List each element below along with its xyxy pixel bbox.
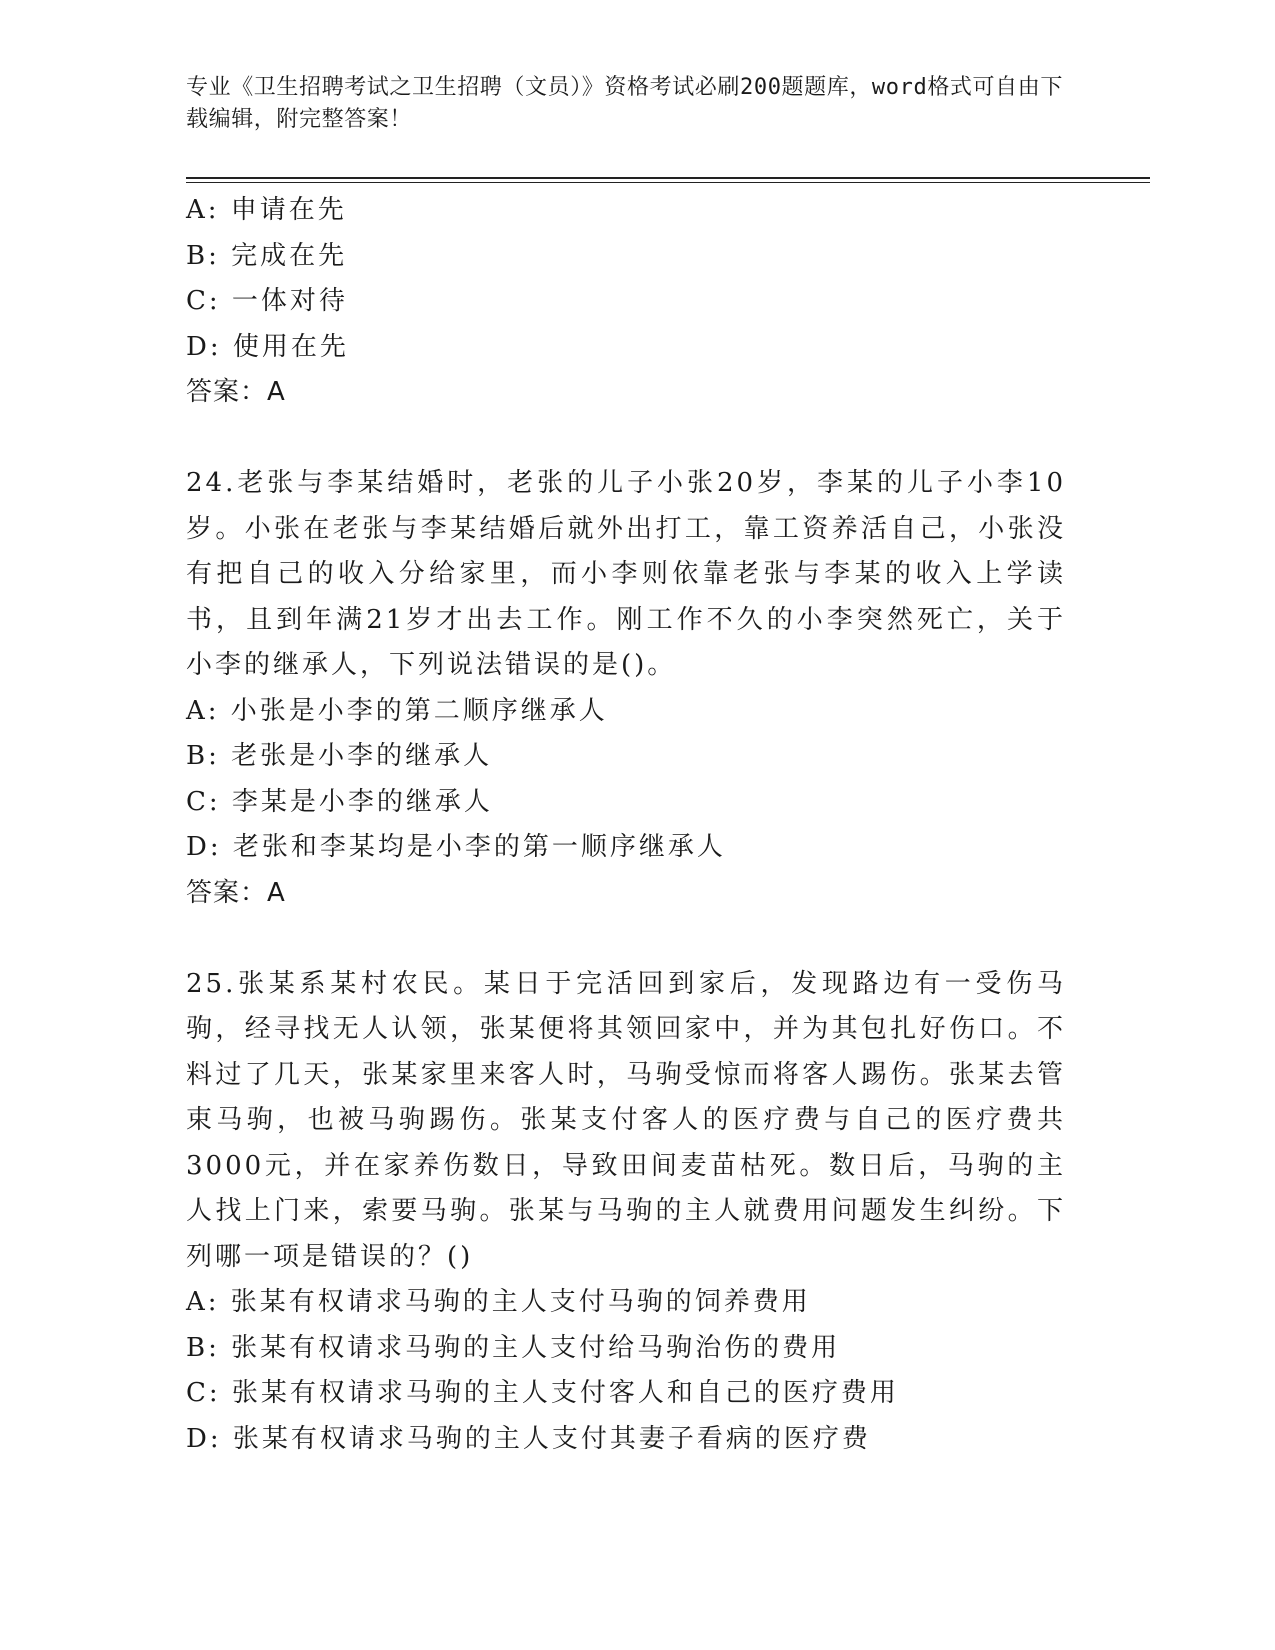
option-a: A: 小张是小李的第二顺序继承人: [186, 695, 608, 726]
question-25: [186, 962, 1066, 1463]
option-a: A: 申请在先: [186, 195, 347, 225]
option-c: C: 李某是小李的继承人: [186, 786, 493, 817]
option-c: C: 一体对待: [186, 286, 348, 316]
answer-line: 答案：A: [186, 377, 286, 407]
option-c: C: 张某有权请求马驹的主人支付客人和自己的医疗费用: [186, 1378, 899, 1408]
document-body: [186, 188, 1066, 1462]
question-24: [186, 461, 1066, 916]
option-b: B: 张某有权请求马驹的主人支付给马驹治伤的费用: [186, 1332, 841, 1363]
answer-line: 答案：A: [186, 877, 286, 908]
page-header: 专业《卫生招聘考试之卫生招聘（文员）》资格考试必刷200题题库，word格式可自由下载编辑，附完整答案！: [186, 75, 1063, 132]
header-rule: [186, 177, 1150, 179]
option-d: D: 老张和李某均是小李的第一顺序继承人: [186, 832, 726, 862]
question-stem: 25.张某系某村农民。某日于完活回到家后，发现路边有一受伤马驹，经寻找无人认领，张某便将其领回家中，并为其包扎好伤口。不料过了几天，张某家里来客人时，马驹受惊而将客人踢伤。张某去管束马驹，也被马驹踢伤。张某支付客人的医疗费与自己的医疗费共3000元，并在家养伤数日，导致田间麦苗枯死。数日后，马驹的主人找上门来，索要马驹。张某与马驹的主人就费用问题发生纠纷。下列哪一项是错误的？(): [186, 968, 1066, 1272]
option-d: D: 使用在先: [186, 331, 349, 362]
header-rule-secondary: [186, 182, 1150, 183]
previous-question: [186, 188, 1066, 416]
option-b: B: 完成在先: [186, 240, 348, 271]
option-b: B: 老张是小李的继承人: [186, 741, 493, 771]
option-d: D: 张某有权请求马驹的主人支付其妻子看病的医疗费: [186, 1423, 871, 1454]
question-stem: 24.老张与李某结婚时，老张的儿子小张20岁，李某的儿子小李10岁。小张在老张与李某结婚后就外出打工，靠工资养活自己，小张没有把自己的收入分给家里，而小李则依靠老张与李某的收入上学读书，且到年满21岁才出去工作。刚工作不久的小李突然死亡，关于小李的继承人，下列说法错误的是()。: [186, 468, 1066, 680]
option-a: A: 张某有权请求马驹的主人支付马驹的饲养费用: [186, 1287, 811, 1317]
